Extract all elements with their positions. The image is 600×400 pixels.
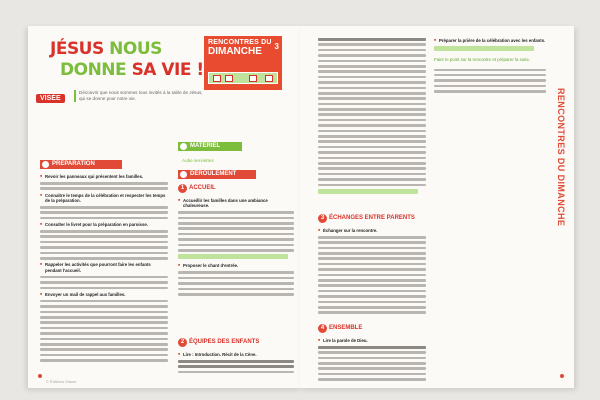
right-column-2 xyxy=(434,38,546,95)
equipes-column xyxy=(178,352,294,376)
green-strip xyxy=(178,254,288,259)
step-number: 2 xyxy=(178,338,187,347)
echanges-heading-text: ÉCHANGES ENTRE PARENTS xyxy=(329,215,415,221)
text-lines xyxy=(40,182,168,190)
prep-item: ■ Revoir les panneaux qui présentent les familles. xyxy=(40,174,168,179)
left-page xyxy=(28,26,302,388)
text-lines xyxy=(318,38,426,186)
banner-square-icon xyxy=(213,75,221,82)
ensemble-heading xyxy=(318,324,362,333)
text-lines xyxy=(178,271,294,295)
preparation-dot-icon xyxy=(42,161,49,168)
text-lines xyxy=(318,236,426,314)
banner-square-icon xyxy=(265,75,273,82)
materiel-item: Aube serviettes xyxy=(182,158,214,163)
title-word-sa-vie: SA VIE ! xyxy=(131,60,204,80)
preparation-bar xyxy=(40,160,122,169)
title-word-jesus: JÉSUS xyxy=(50,39,104,59)
banner-big-text: DIMANCHE xyxy=(208,46,262,57)
right-column-1 xyxy=(318,38,426,200)
materiel-dot-icon xyxy=(180,143,187,150)
green-strip xyxy=(434,46,534,51)
step-number: 3 xyxy=(318,214,327,223)
echanges-item: ■ Échanger sur la rencontre. xyxy=(318,228,426,233)
banner-square-icon xyxy=(249,75,257,82)
text-lines xyxy=(40,230,168,260)
vertical-section-tab: RENCONTRES DU DIMANCHE xyxy=(556,88,566,227)
green-strip xyxy=(318,189,418,194)
text-lines xyxy=(178,211,294,251)
ensemble-column xyxy=(318,338,426,384)
footer-dot xyxy=(38,374,42,378)
text-lines xyxy=(434,69,546,93)
title-word-donne: DONNE xyxy=(60,60,127,80)
text-lines xyxy=(40,206,168,219)
step-number: 4 xyxy=(318,324,327,333)
right-page xyxy=(300,26,574,388)
equipes-heading-text: ÉQUIPES DES ENFANTS xyxy=(189,339,260,345)
echanges-heading xyxy=(318,214,415,223)
right-item: ■ Préparer la prière de la célébration avec les enfants. xyxy=(434,38,546,43)
banner-square-icon xyxy=(225,75,233,82)
preparation-heading: PRÉPARATION xyxy=(52,161,95,167)
equipes-item: ■ Lire : Introduction. Récit de la Cène. xyxy=(178,352,294,357)
accueil-column xyxy=(178,198,294,298)
rencontres-banner xyxy=(204,36,282,90)
banner-number: 3 xyxy=(274,42,279,51)
banner-strip xyxy=(208,72,278,84)
deroulement-heading: DÉROULEMENT xyxy=(190,171,237,177)
main-title xyxy=(50,40,162,59)
ensemble-heading-text: ENSEMBLE xyxy=(329,325,363,331)
accueil-heading-text: ACCUEIL xyxy=(189,185,216,191)
ensemble-item: ■ Lire la parole de Dieu. xyxy=(318,338,426,343)
prep-item: ■ Consulter le livret pour la préparation en paroisse. xyxy=(40,222,168,227)
vision-label: VISÉE xyxy=(36,94,65,103)
title-word-nous: NOUS xyxy=(109,39,162,59)
prep-item: ■ Rappeler les activités que pourront faire les enfants pendant l'accueil. xyxy=(40,262,168,273)
main-title-line-2 xyxy=(60,60,204,80)
deroulement-bar xyxy=(178,170,256,179)
banner-small-text: RENCONTRES DU xyxy=(208,39,272,46)
footer-dot xyxy=(560,374,564,378)
materiel-heading: MATÉRIEL xyxy=(190,143,221,149)
text-lines xyxy=(318,346,426,381)
accueil-heading xyxy=(178,184,216,193)
materiel-bar xyxy=(178,142,242,151)
equipes-heading xyxy=(178,338,259,347)
text-lines xyxy=(178,360,294,373)
prep-item: ■ Connaître le temps de la célébration et respecter les temps de la préparation. xyxy=(40,193,168,204)
text-lines xyxy=(40,300,168,362)
text-lines xyxy=(40,276,168,289)
prep-item: ■ Envoyer un mail de rappel aux familles. xyxy=(40,292,168,297)
green-note: Faire le point sur la rencontre et préparer la suite. xyxy=(434,56,531,62)
footer-text: © Éditions Mame xyxy=(46,379,77,384)
accueil-item: ■ Accueillir les familles dans une ambiance chaleureuse. xyxy=(178,198,294,209)
echanges-column xyxy=(318,228,426,317)
vision-text: Découvrir que nous sommes tous invités à la table de Jésus, qui se donne pour notre vie. xyxy=(74,90,204,102)
preparation-column xyxy=(40,174,168,365)
accueil-item: ■ Proposer le chant d'entrée. xyxy=(178,263,294,268)
step-number: 1 xyxy=(178,184,187,193)
deroulement-dot-icon xyxy=(180,171,187,178)
